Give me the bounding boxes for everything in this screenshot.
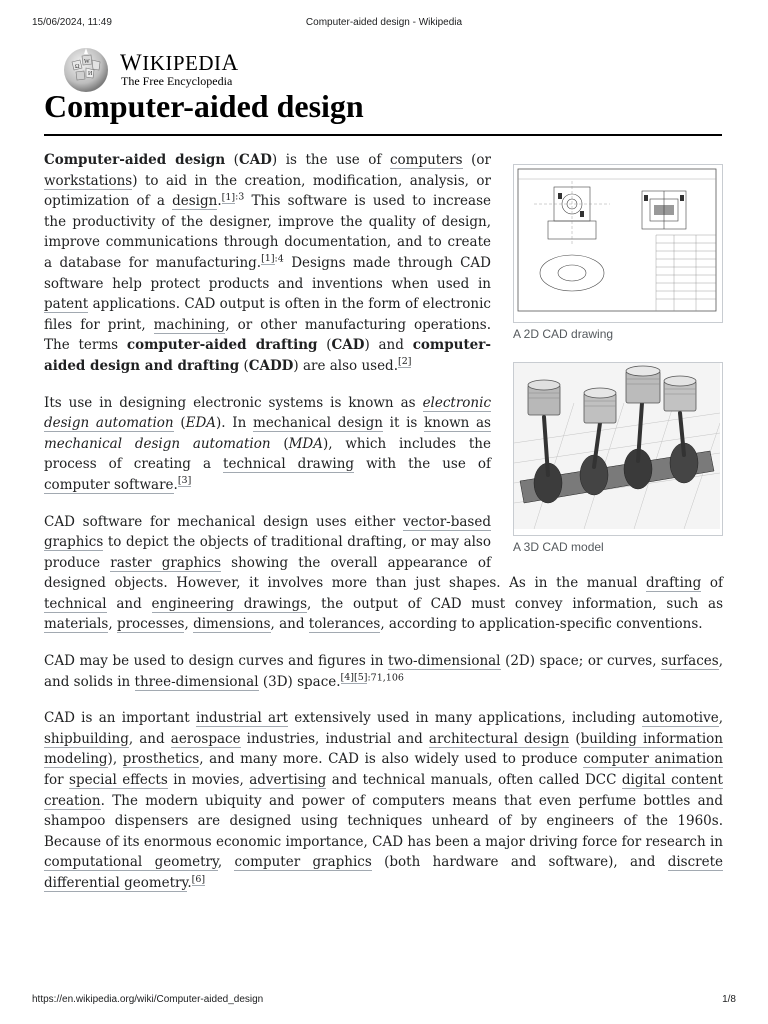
link-materials[interactable]: materials — [44, 616, 109, 633]
title-divider — [44, 134, 722, 136]
link-computer-graphics[interactable]: computer graphics — [234, 854, 372, 871]
cad-3d-model-image — [514, 363, 720, 529]
link-vector-graphics[interactable]: vector-based graphics — [44, 513, 491, 551]
wikipedia-tagline: The Free Encyclopedia — [121, 74, 233, 88]
link-prosthetics[interactable]: prosthetics — [122, 751, 200, 768]
citation-link[interactable]: [1] — [221, 191, 236, 203]
link-raster-graphics[interactable]: raster graphics — [110, 554, 222, 571]
link-digital-content-creation[interactable]: digital content creation — [44, 772, 723, 809]
link-workstations[interactable]: workstations — [44, 172, 133, 189]
link-industrial-art[interactable]: industrial art — [195, 710, 288, 727]
svg-text:И: И — [88, 71, 93, 77]
page-title: Computer-aided design — [44, 88, 364, 124]
figure-2d-frame — [513, 164, 723, 323]
citation-link[interactable]: [1] — [261, 253, 275, 265]
article-paragraph: Computer-aided design (CAD) is the use of computers (or workstations) to aid in the creation, modification, analysis, or optimization of a design.$^{[1]:3}$ This software is used to increase the productivity of the designer, improve the quality of design, improve communications through documentation, and to create a database for manufacturing.$^{[1]:4}$ Designs made through CAD software help protect products and inventions when used in patent applications. CAD output is often in the form of electronic files for print, machining, or other manufacturing operations. The terms computer-aided drafting (CAD) and computer-aided design and drafting (CADD) are also used.[2] — [44, 152, 491, 374]
link-tolerances[interactable]: tolerances — [308, 616, 381, 633]
article-paragraph: CAD may be used to design curves and figures in two-dimensional (2D) space; or curves, surfaces, and solids in three-dimensional (3D) space.$^{[4][5]:71,106}$ — [44, 653, 723, 690]
link-technical[interactable]: technical — [44, 595, 107, 612]
link-discrete-differential-geometry[interactable]: discrete differential geometry — [44, 854, 723, 891]
article-paragraph: CAD software for mechanical design uses either vector-based graphics to depict the objects of traditional drafting, or may also produce raster graphics showing the overall appearance of designed objects. However, it involves more than just shapes. As in the manual drafting of technical and engineering drawings, the output of CAD must convey information, such as materials, processes, dimensions, and tolerances, according to application-specific conventions. — [44, 513, 724, 633]
svg-text:W: W — [84, 59, 90, 65]
link-three-dimensional[interactable]: three-dimensional — [134, 673, 259, 690]
article-paragraph: Its use in designing electronic systems is known as electronic design automation (EDA). In mechanical design it is known as mechanical design automation (MDA), which includes the process of creating a technical drawing with the use of computer software.[3] — [44, 394, 491, 493]
link-computers[interactable]: computers — [389, 152, 463, 168]
citation-link[interactable]: [6] — [191, 873, 206, 885]
link-design[interactable]: design — [172, 193, 218, 210]
wikipedia-logo[interactable] — [62, 46, 242, 94]
cad-2d-drawing-image — [514, 165, 720, 315]
link-electronic-design-automation[interactable]: electronic design automation — [44, 394, 491, 432]
link-two-dimensional[interactable]: two-dimensional — [387, 653, 501, 670]
wikipedia-wordmark: WIKIPEDIA — [120, 50, 239, 75]
print-url: https://en.wikipedia.org/wiki/Computer-aided_design — [32, 994, 264, 1005]
link-machining[interactable]: machining — [153, 316, 226, 333]
article-paragraph: CAD is an important industrial art extensively used in many applications, including automotive, shipbuilding, and aerospace industries, industrial and architectural design (building information modeling), prosthetics, and many more. CAD is also widely used to produce computer animation for special effects in movies, advertising and technical manuals, often called DCC digital content creation. The modern ubiquity and power of computers means that even perfume bottles and shampoo dispensers are designed using techniques unheard of by engineers of the 1960s. Because of its enormous economic importance, CAD has been a major driving force for research in computational geometry, computer graphics (both hardware and software), and discrete differential geometry.[6] — [44, 710, 723, 891]
link-aerospace[interactable]: aerospace — [170, 730, 241, 747]
citation-link[interactable]: [4] — [340, 672, 355, 684]
link-special-effects[interactable]: special effects — [69, 772, 168, 789]
print-header — [32, 17, 736, 31]
link-patent[interactable]: patent — [44, 296, 89, 313]
citation-link[interactable]: [5] — [354, 672, 368, 684]
print-footer — [32, 994, 736, 1008]
print-page-number: 1/8 — [722, 994, 736, 1005]
link-advertising[interactable]: advertising — [249, 772, 327, 789]
link-known-as[interactable]: known as — [424, 415, 491, 432]
citation-link[interactable]: [2] — [398, 356, 412, 368]
figure-caption: A 3D CAD model — [513, 540, 604, 555]
link-processes[interactable]: processes — [116, 616, 185, 633]
link-automotive[interactable]: automotive — [642, 710, 719, 727]
link-shipbuilding[interactable]: shipbuilding — [44, 730, 129, 747]
link-computer-animation[interactable]: computer animation — [583, 751, 723, 768]
link-engineering-drawings[interactable]: engineering drawings — [151, 595, 308, 612]
figure-3d-frame[interactable] — [513, 362, 723, 537]
link-computational-geometry[interactable]: computational geometry — [44, 854, 218, 871]
svg-text:Ω: Ω — [75, 64, 80, 70]
citation-link[interactable]: [3] — [177, 475, 192, 487]
figure-2d-cad[interactable] — [513, 164, 723, 555]
link-drafting[interactable]: drafting — [646, 575, 702, 592]
link-computer-software[interactable]: computer software — [44, 476, 174, 493]
link-dimensions[interactable]: dimensions — [193, 616, 271, 633]
article-body — [44, 150, 723, 910]
print-doc-title: Computer-aided design - Wikipedia — [305, 17, 463, 28]
link-building-information-modeling[interactable]: building information modeling — [44, 730, 723, 768]
print-datetime: 15/06/2024, 11:49 — [32, 17, 112, 28]
link-surfaces[interactable]: surfaces — [661, 653, 719, 670]
link-technical-drawing[interactable]: technical drawing — [223, 456, 355, 473]
wikipedia-globe-icon — [62, 46, 110, 94]
figure-caption: A 2D CAD drawing — [513, 326, 614, 341]
link-architectural-design[interactable]: architectural design — [428, 730, 570, 747]
link-mechanical-design[interactable]: mechanical design — [253, 415, 383, 432]
